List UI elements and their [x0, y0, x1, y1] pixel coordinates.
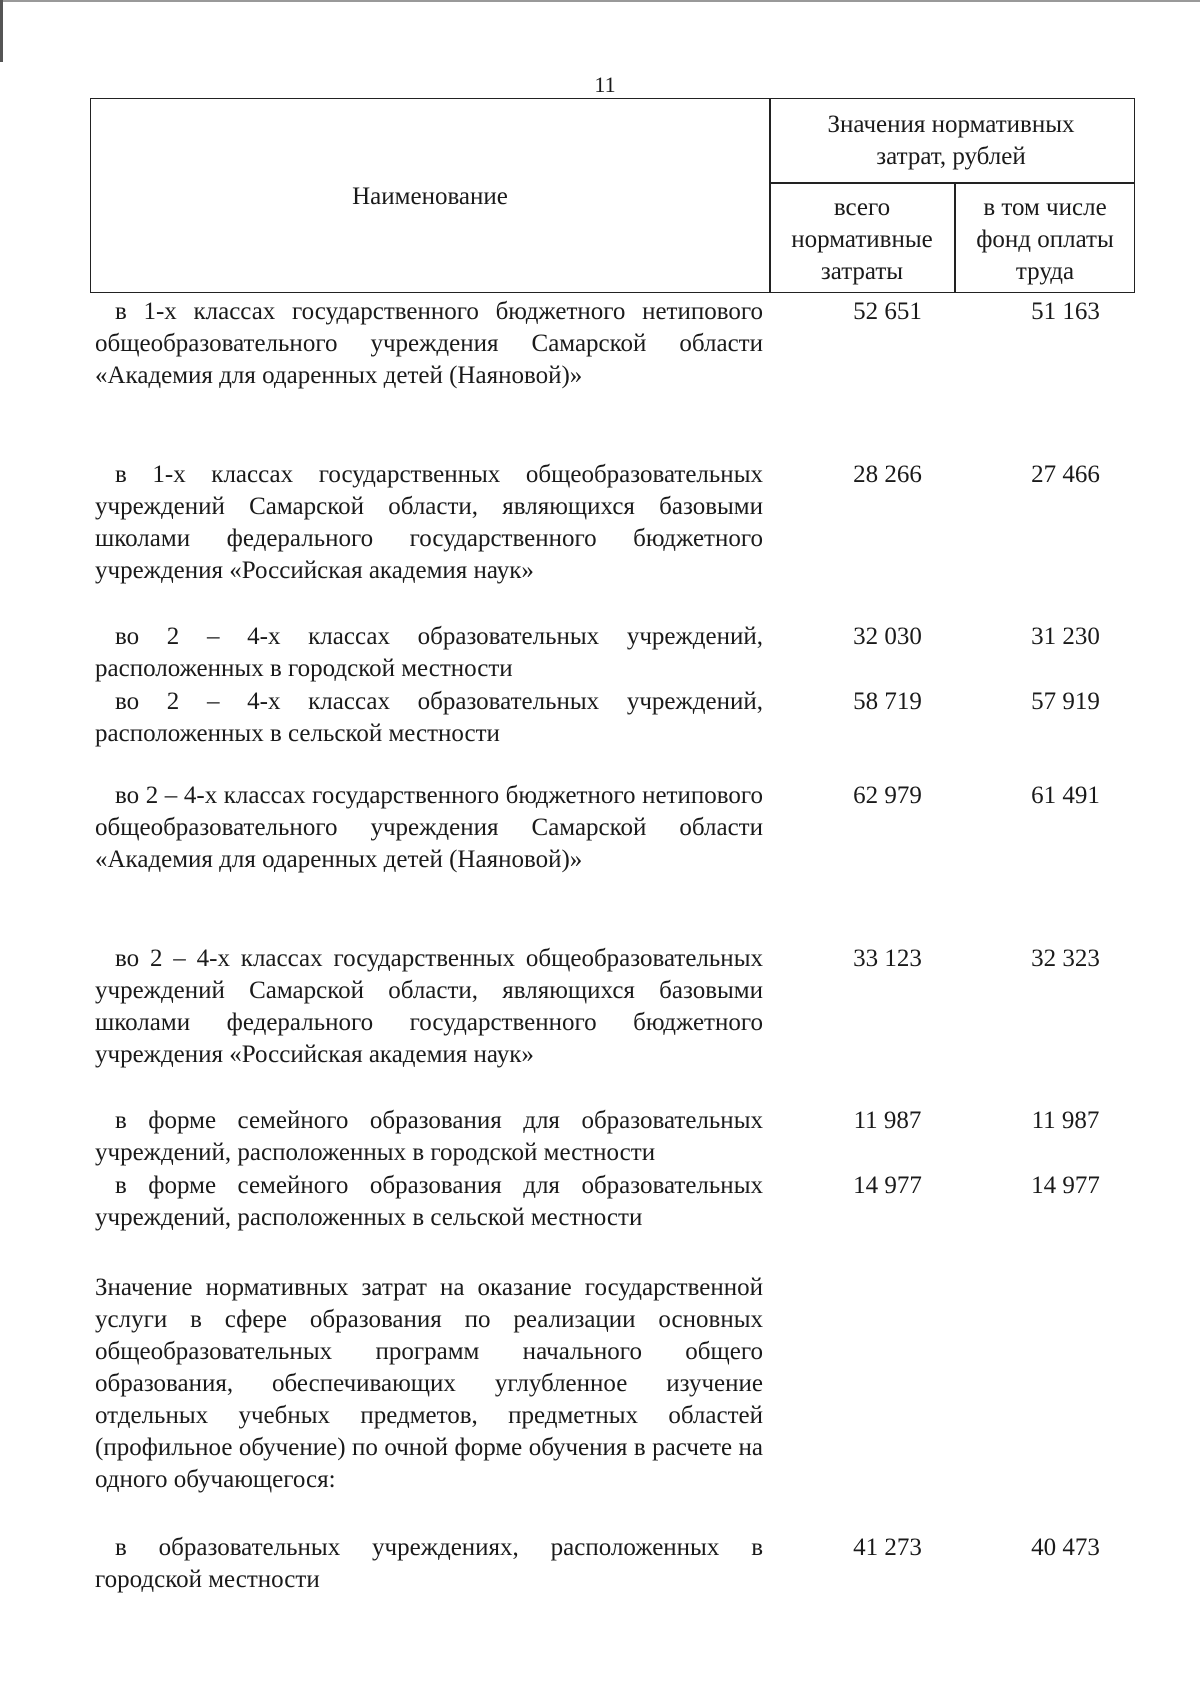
row-total-value: 58 719 — [853, 688, 922, 715]
row-wage-value: 32 323 — [1031, 945, 1100, 972]
row-total-value: 52 651 — [853, 298, 922, 325]
header-vertical-divider — [769, 99, 771, 292]
section-heading-text: Значение нормативных затрат на оказание государственной услуги в сфере образования по реализации основных общеобразовательных программ начального общего образования, обеспечивающих углубленное изучение отдельных учебных предметов, предметных областей (профильное обучение) по очной форме обучения в расчете на одного обучающегося: — [95, 1274, 763, 1493]
table-header — [90, 98, 1135, 293]
row-wage-value: 40 473 — [1031, 1534, 1100, 1561]
scan-edge-top — [0, 0, 1200, 2]
row-total-value: 41 273 — [853, 1534, 922, 1561]
row-wage-value: 14 977 — [1031, 1172, 1100, 1199]
row-total-value: 28 266 — [853, 461, 922, 488]
scan-edge-left — [0, 0, 3, 62]
header-total-column: всего нормативные затраты — [791, 194, 933, 285]
row-total-value: 33 123 — [853, 945, 922, 972]
row-total-value: 32 030 — [853, 623, 922, 650]
row-name: во 2 – 4-х классах образовательных учреждений, расположенных в сельской местности — [95, 688, 763, 747]
row-wage-value: 61 491 — [1031, 782, 1100, 809]
row-wage-value: 57 919 — [1031, 688, 1100, 715]
row-name: в форме семейного образования для образовательных учреждений, расположенных в городской местности — [95, 1107, 763, 1166]
row-name: в 1-х классах государственного бюджетного нетипового общеобразовательного учреждения Самарской области «Академия для одаренных детей (Наяновой)» — [95, 298, 763, 389]
row-total-value: 62 979 — [853, 782, 922, 809]
header-horizontal-divider — [769, 182, 1134, 184]
row-name: в форме семейного образования для образовательных учреждений, расположенных в сельской местности — [95, 1172, 763, 1231]
row-total-value: 14 977 — [853, 1172, 922, 1199]
header-name-column: Наименование — [352, 183, 508, 210]
row-total-value: 11 987 — [853, 1107, 922, 1134]
row-name: в 1-х классах государственных общеобразовательных учреждений Самарской области, являющихся базовыми школами федерального государственного бюджетного учреждения «Российская академия наук» — [95, 461, 763, 584]
header-wage-column: в том числе фонд оплаты труда — [976, 194, 1114, 285]
row-name: во 2 – 4-х классах образовательных учреждений, расположенных в городской местности — [95, 623, 763, 682]
row-name: во 2 – 4-х классах государственных общеобразовательных учреждений Самарской области, являющихся базовыми школами федерального государственного бюджетного учреждения «Российская академия наук» — [95, 945, 763, 1068]
row-wage-value: 11 987 — [1031, 1107, 1100, 1134]
row-name: во 2 – 4-х классах государственного бюджетного нетипового общеобразовательного учреждения Самарской области «Академия для одаренных детей (Наяновой)» — [95, 782, 763, 873]
row-wage-value: 31 230 — [1031, 623, 1100, 650]
header-values-group: Значения нормативных затрат, рублей — [827, 111, 1075, 170]
page-number: 11 — [594, 72, 616, 97]
header-subcol-divider — [954, 182, 956, 292]
row-wage-value: 51 163 — [1031, 298, 1100, 325]
row-name: в образовательных учреждениях, расположенных в городской местности — [95, 1534, 763, 1593]
row-wage-value: 27 466 — [1031, 461, 1100, 488]
